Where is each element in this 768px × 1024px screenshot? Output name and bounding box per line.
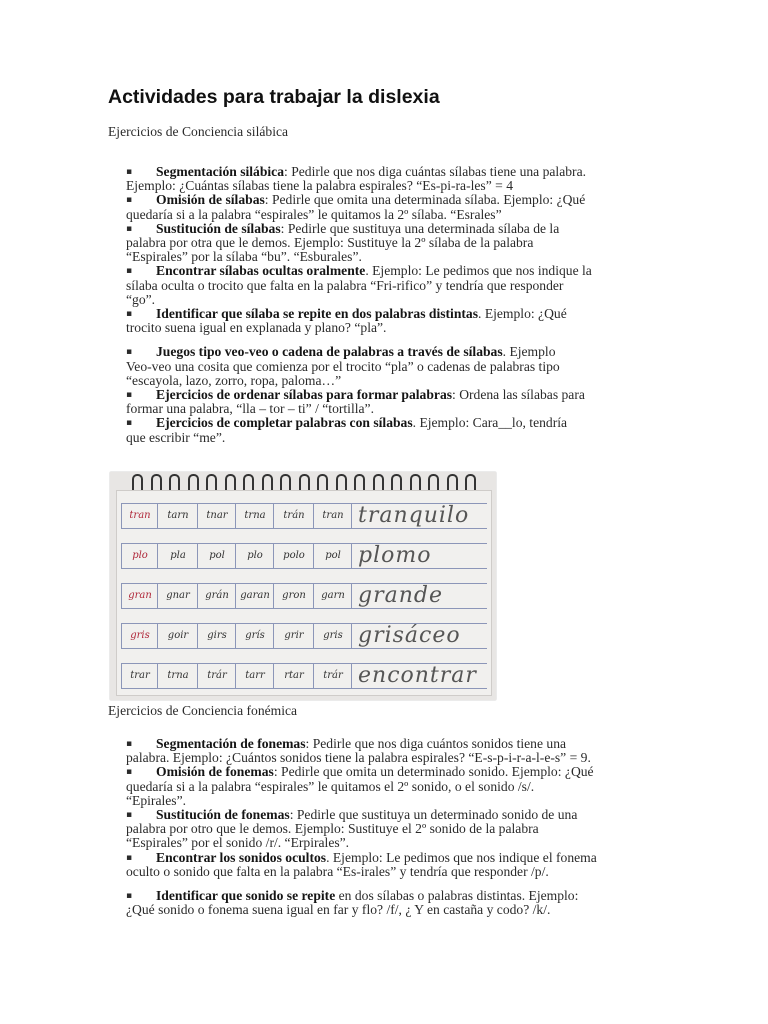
bullet-icon: ▪ (126, 852, 133, 863)
handwritten-word: tranquilo (351, 504, 487, 528)
silabica-item-line: Ejercicios de completar palabras con sílabas. Ejemplo: Cara__lo, tendría (148, 416, 666, 430)
fonemica-item-line: Segmentación de fonemas: Pedirle que nos diga cuántos sonidos tiene una (148, 737, 666, 751)
syllable-cell: grán (197, 584, 236, 608)
fonemica-item-line: Identificar que sonido se repite en dos sílabas o palabras distintas. Ejemplo: (148, 889, 666, 903)
silabica-item-line: Ejemplo: ¿Cuántas sílabas tiene la palabra espirales? “Es-pi-ra-les” = 4 (126, 178, 514, 194)
bullet-icon: ▪ (126, 767, 133, 778)
silabica-item (126, 416, 666, 444)
silabica-item-term: Ejercicios de ordenar sílabas para formar palabras (156, 387, 453, 403)
fonemica-item (126, 737, 666, 765)
silabica-item-line: trocito suena igual en explanada y plano? “pla”. (126, 320, 387, 336)
silabica-item-line: quedaría si a la palabra “espirales” le quitamos la 2º sílaba. “Esrales” (126, 206, 502, 222)
fonemica-item (126, 765, 666, 808)
fonemica-item-line: Encontrar los sonidos ocultos. Ejemplo: Le pedimos que nos indique el fonema (148, 851, 666, 865)
syllable-cell: tarr (235, 664, 274, 688)
silabica-item-line: formar una palabra, “lla – tor – ti” / “tortilla”. (126, 401, 374, 417)
syllable-cell: gris (313, 624, 352, 648)
bullet-icon: ▪ (126, 810, 133, 821)
silabica-item (126, 345, 666, 388)
syllable-cell: tnar (197, 504, 236, 528)
syllable-cell: trna (157, 664, 198, 688)
syllable-cell: tran (121, 504, 158, 528)
notebook-row (121, 543, 487, 569)
silabica-item (126, 264, 666, 307)
silabica-item-line: Identificar que sílaba se repite en dos palabras distintas. Ejemplo: ¿Qué (148, 307, 666, 321)
syllable-cell: plo (235, 544, 274, 568)
syllable-cell: girs (197, 624, 236, 648)
syllable-cell: trar (121, 664, 158, 688)
silabica-item-line: Encontrar sílabas ocultas oralmente. Ejemplo: Le pedimos que nos indique la (148, 264, 666, 278)
silabica-item (126, 222, 666, 265)
silabica-item-term: Omisión de sílabas (156, 192, 265, 208)
bullet-icon: ▪ (126, 223, 133, 234)
silabica-item (126, 165, 666, 193)
fonemica-item-line: Omisión de fonemas: Pedirle que omita un determinado sonido. Ejemplo: ¿Qué (148, 765, 666, 779)
bullet-icon: ▪ (126, 309, 133, 320)
fonemica-item-line: oculto o sonido que falta en la palabra “Es-irales” y tendría que responder /p/. (126, 863, 549, 879)
silabica-item-line: “Espirales” por la sílaba “bu”. “Esburales”. (126, 249, 362, 265)
handwritten-word: encontrar (351, 664, 487, 688)
notebook-row (121, 623, 487, 649)
syllable-cell: pla (157, 544, 198, 568)
bullet-icon: ▪ (126, 167, 133, 177)
silabica-item-line: “go”. (126, 291, 156, 307)
silabica-exercise-list (126, 165, 666, 445)
silabica-item-term: Sustitución de sílabas (156, 220, 281, 236)
silabica-item-line: que escribir “me”. (126, 429, 226, 445)
fonemica-item-line: Sustitución de fonemas: Pedirle que sustituya un determinado sonido de una (148, 808, 666, 822)
bullet-icon: ▪ (126, 195, 133, 206)
syllable-cell: pol (197, 544, 236, 568)
syllable-cell: grir (273, 624, 314, 648)
silabica-item-term: Identificar que sílaba se repite en dos palabras distintas (156, 306, 479, 322)
notebook-row (121, 503, 487, 529)
syllable-cell: trár (313, 664, 352, 688)
silabica-item-line: Sustitución de sílabas: Pedirle que sustituya una determinada sílaba de la (148, 222, 666, 236)
syllable-cell: gron (273, 584, 314, 608)
handwritten-word: plomo (351, 544, 487, 568)
silabica-item-line: Juegos tipo veo-veo o cadena de palabras a través de sílabas. Ejemplo (148, 345, 666, 359)
syllable-cell: grís (235, 624, 274, 648)
silabica-item-term: Ejercicios de completar palabras con sílabas (156, 415, 413, 431)
syllable-cell: trna (235, 504, 274, 528)
silabica-item-line: palabra por otra que le demos. Ejemplo: Sustituye la 2º sílaba de la palabra (126, 235, 534, 251)
bullet-icon: ▪ (126, 891, 133, 902)
silabica-item-line: “escayola, lazo, zorro, ropa, paloma…” (126, 372, 342, 388)
fonemica-item-line: “Espirales” por el sonido /r/. “Erpirales”. (126, 835, 350, 851)
fonemica-item-term: Segmentación de fonemas (156, 736, 306, 751)
fonemica-item-line: palabra. Ejemplo: ¿Cuántos sonidos tiene la palabra espirales? “E-s-p-i-r-a-l-e-s” = 9. (126, 750, 591, 766)
fonemica-item-line: palabra por otro que le demos. Ejemplo: Sustituye el 2º sonido de la palabra (126, 821, 539, 837)
notebook-paper (116, 490, 492, 696)
fonemica-item-line: ¿Qué sonido o fonema suena igual en far y flo? /f/, ¿ Y en castaña y codo? /k/. (126, 902, 551, 918)
silabica-item (126, 193, 666, 221)
fonemica-item (126, 808, 666, 851)
silabica-item-term: Juegos tipo veo-veo o cadena de palabras a través de sílabas (156, 344, 503, 360)
notebook-row (121, 583, 487, 609)
fonemica-item (126, 851, 666, 879)
bullet-icon: ▪ (126, 390, 133, 401)
syllable-cell: tarn (157, 504, 198, 528)
silabica-item-term: Segmentación silábica (156, 164, 285, 179)
silabica-item-line: Omisión de sílabas: Pedirle que omita una determinada sílaba. Ejemplo: ¿Qué (148, 193, 666, 207)
fonemica-item-term: Omisión de fonemas (156, 764, 274, 780)
syllable-cell: garan (235, 584, 274, 608)
handwritten-word: grande (351, 584, 487, 608)
section-heading-silabica: Ejercicios de Conciencia silábica (108, 124, 289, 139)
silabica-item-line: Ejercicios de ordenar sílabas para formar palabras: Ordena las sílabas para (148, 388, 666, 402)
fonemica-item-term: Sustitución de fonemas (156, 807, 290, 823)
bullet-icon: ▪ (126, 739, 133, 749)
syllable-cell: polo (273, 544, 314, 568)
fonemica-item-term: Identificar que sonido se repite (156, 888, 336, 904)
syllable-cell: goir (157, 624, 198, 648)
syllable-cell: gran (121, 584, 158, 608)
silabica-item-line: sílaba oculta o trocito que falta en la palabra “Fri-rifico” y tendría que responder (126, 277, 564, 293)
section-heading-fonemica: Ejercicios de Conciencia fonémica (108, 703, 298, 718)
fonemica-item (126, 889, 666, 917)
fonemica-item-term: Encontrar los sonidos ocultos (156, 849, 327, 865)
syllable-cell: pol (313, 544, 352, 568)
silabica-item (126, 388, 666, 416)
syllable-cell: tran (313, 504, 352, 528)
syllable-cell: trár (197, 664, 236, 688)
bullet-icon: ▪ (126, 266, 133, 277)
notebook-photo (110, 472, 496, 700)
silabica-item-line: Segmentación silábica: Pedirle que nos diga cuántas sílabas tiene una palabra. (148, 165, 666, 179)
syllable-cell: gnar (157, 584, 198, 608)
bullet-icon: ▪ (126, 347, 133, 358)
syllable-cell: rtar (273, 664, 314, 688)
page-title: Actividades para trabajar la dislexia (108, 86, 440, 108)
syllable-cell: trán (273, 504, 314, 528)
syllable-cell: gris (121, 624, 158, 648)
fonemica-exercise-list (126, 737, 666, 917)
syllable-cell: plo (121, 544, 158, 568)
silabica-item-term: Encontrar sílabas ocultas oralmente (156, 263, 366, 279)
syllable-cell: garn (313, 584, 352, 608)
silabica-item (126, 307, 666, 335)
handwritten-word: grisáceo (351, 624, 487, 648)
fonemica-item-line: quedaría si a la palabra “espirales” le quitamos el 2º sonido, o el sonido /s/. (126, 778, 535, 794)
silabica-item-line: Veo-veo una cosita que comienza por el trocito “pla” o cadenas de palabras tipo (126, 358, 560, 374)
fonemica-item-line: “Epirales”. (126, 792, 187, 808)
notebook-row (121, 663, 487, 689)
bullet-icon: ▪ (126, 418, 133, 429)
